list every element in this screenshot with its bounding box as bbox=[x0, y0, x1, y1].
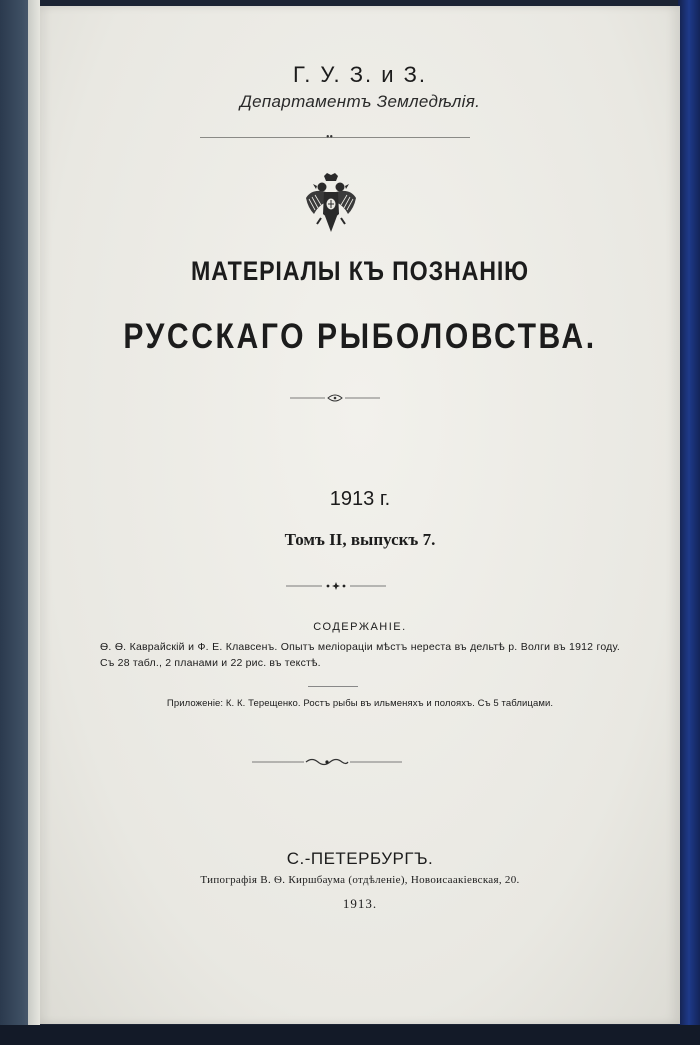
title-page bbox=[40, 6, 680, 1024]
contents-rule bbox=[308, 686, 358, 687]
issue-volume: Томъ II, выпускъ 7. bbox=[284, 530, 436, 549]
title-line-1: МАТЕРІАЛЫ КЪ ПОЗНАНІЮ bbox=[191, 256, 529, 286]
imprint-city: С.-ПЕТЕРБУРГЪ. bbox=[286, 849, 434, 868]
imprint-year: 1913. bbox=[342, 896, 378, 911]
contents-main-item: Ѳ. Ѳ. Каврайскій и Ф. Е. Клавсенъ. Опытъ меліораціи мѣстъ нереста въ дельтѣ р. Волги въ 1912 году. Съ 28 табл., 2 планами и 22 рис. въ текстѣ. bbox=[100, 641, 620, 669]
book-binding-bottom bbox=[0, 1025, 700, 1045]
header-rule bbox=[200, 137, 470, 138]
imprint-printer: Типографія В. Ѳ. Киршбаума (отдѣленіе), Новоисаакіевская, 20. bbox=[200, 874, 520, 886]
book-binding-right bbox=[678, 0, 700, 1045]
book-binding-left bbox=[0, 0, 40, 1045]
ornament-divider-bottom bbox=[252, 756, 402, 768]
contents-appendix: Приложеніе: К. К. Терещенко. Ростъ рыбы въ ильменяхъ и полояхъ. Съ 5 таблицами. bbox=[166, 698, 554, 709]
issue-year: 1913 г. bbox=[329, 488, 391, 510]
organization-heading: Г. У. З. и З. bbox=[292, 62, 428, 87]
ornament-divider-stars bbox=[286, 580, 386, 592]
contents-heading: СОДЕРЖАНІЕ. bbox=[313, 621, 407, 633]
department-heading: Департаментъ Земледѣлія. bbox=[239, 92, 481, 111]
title-line-2: РУССКАГО РЫБОЛОВСТВА. bbox=[123, 317, 597, 356]
ornament-divider bbox=[290, 392, 380, 404]
header-rule-dots: •• bbox=[326, 132, 334, 143]
double-headed-eagle-icon bbox=[304, 172, 358, 238]
